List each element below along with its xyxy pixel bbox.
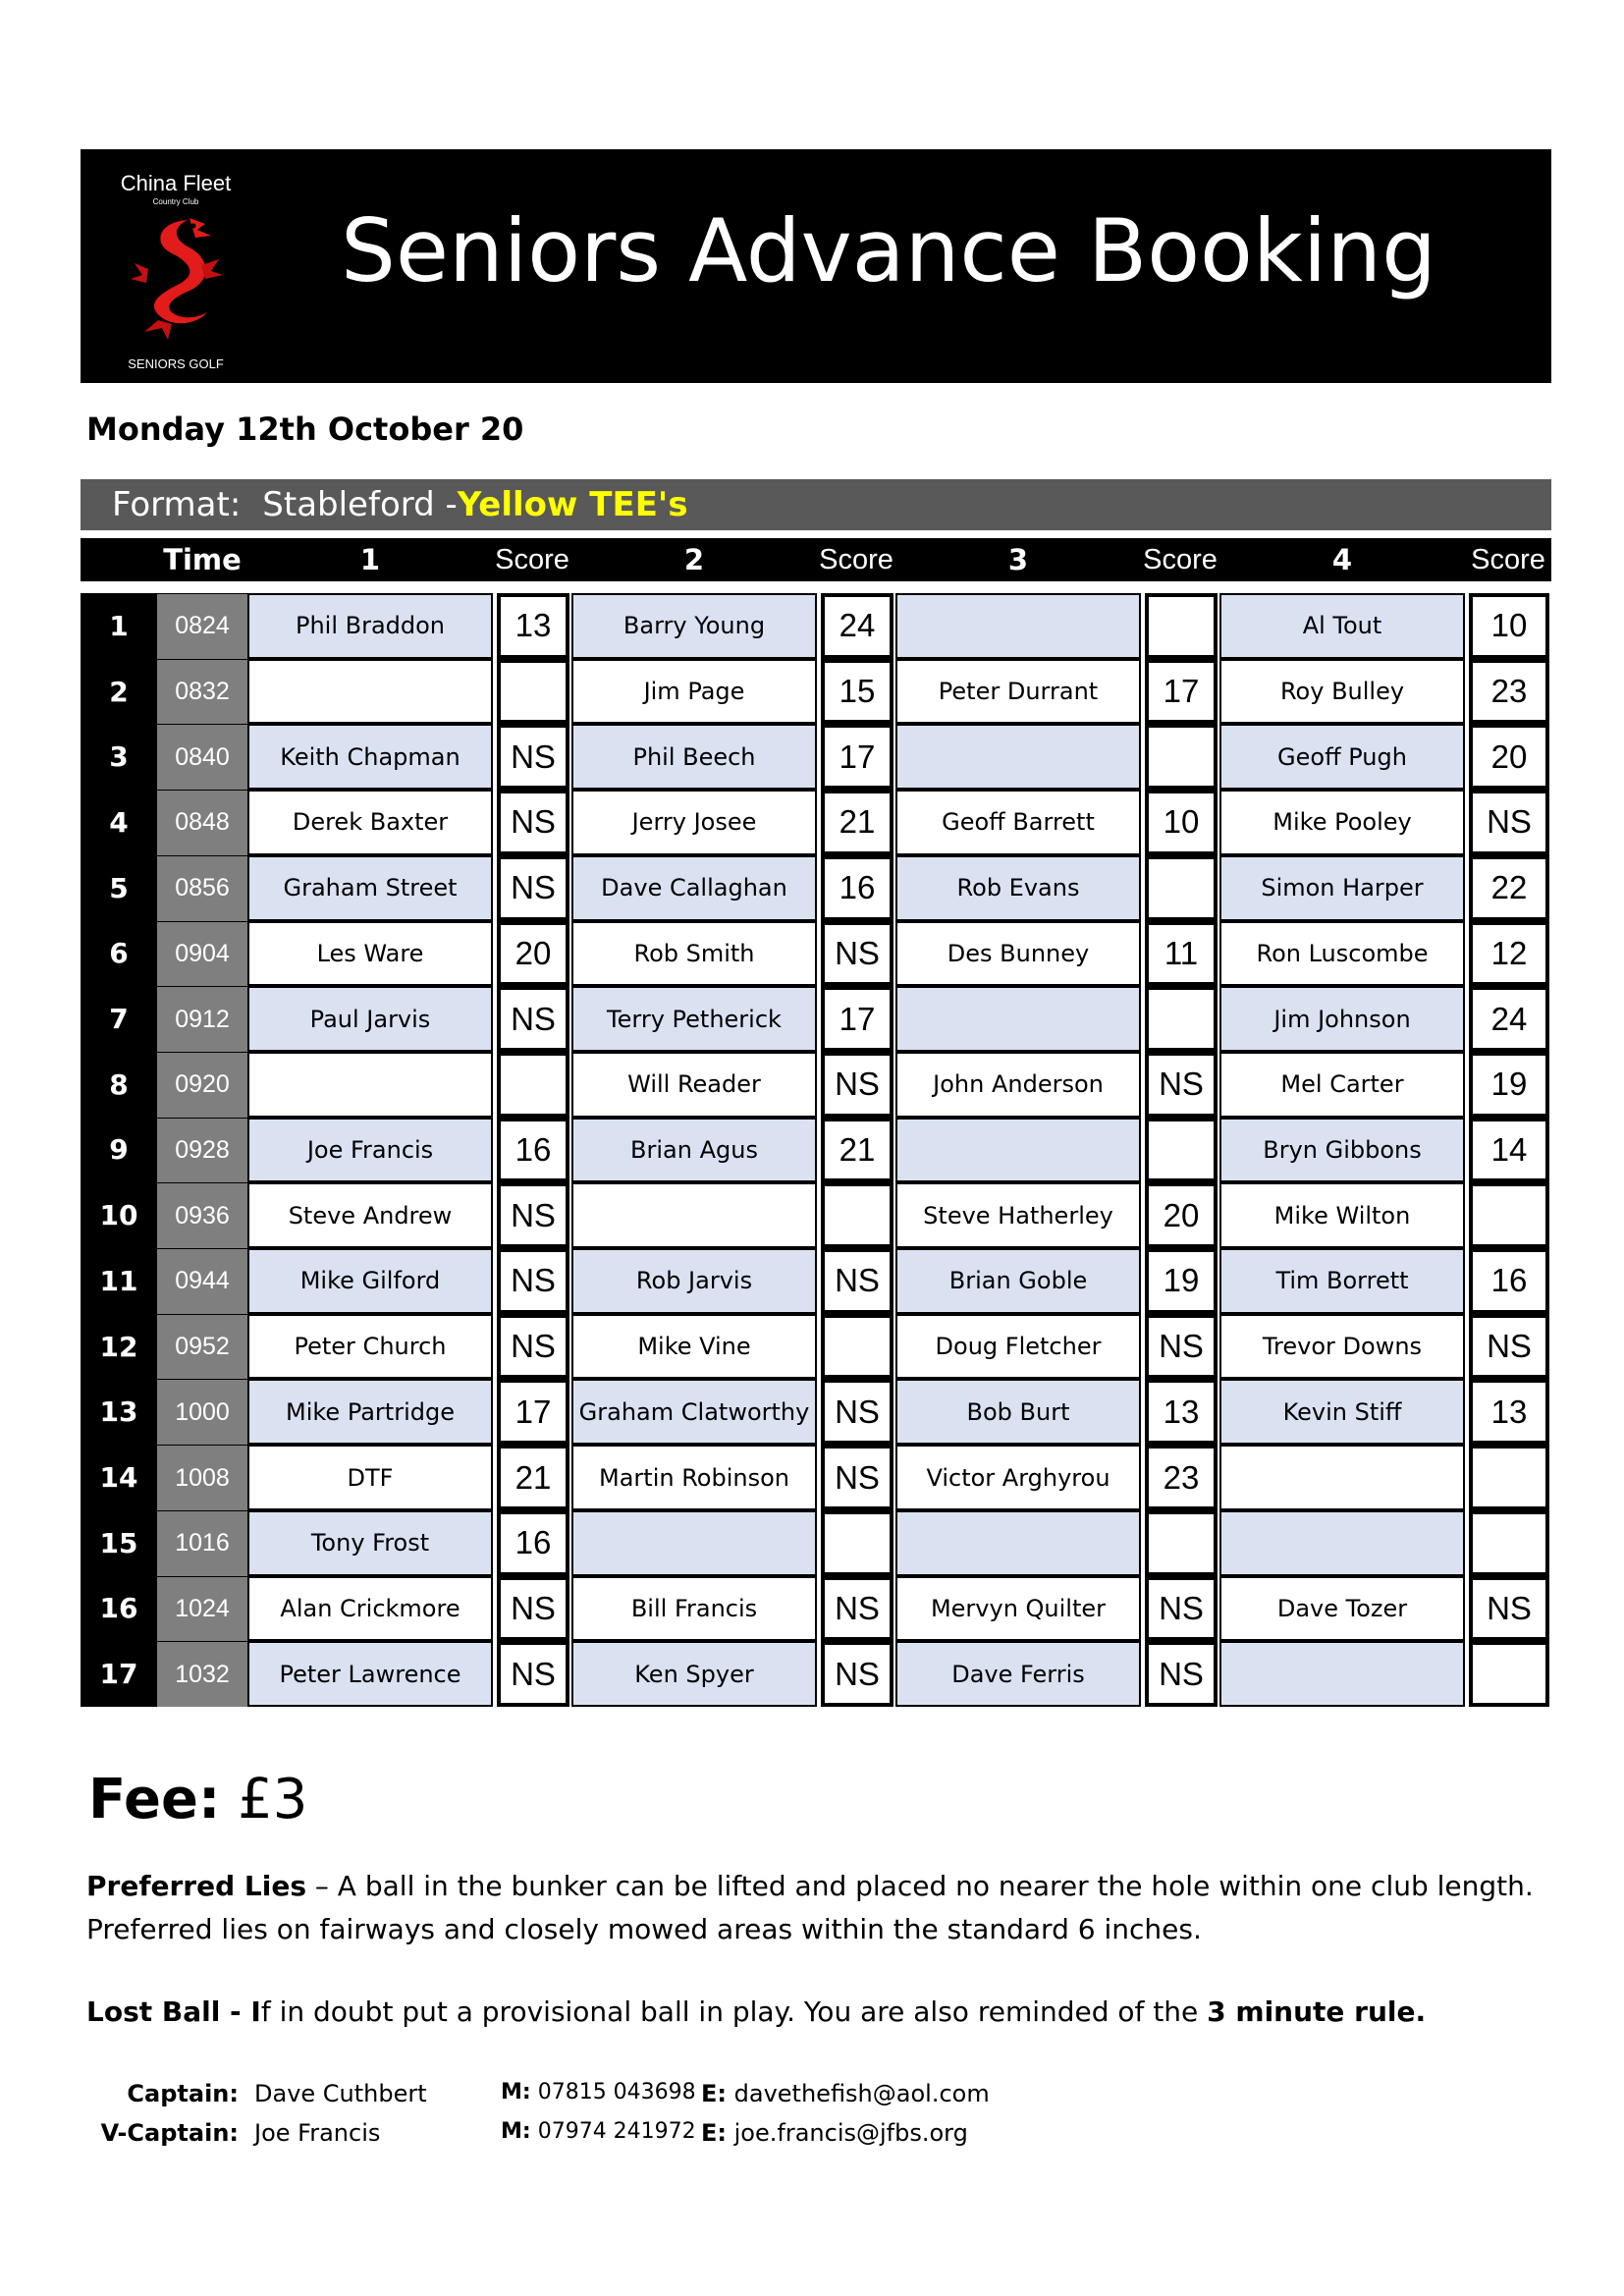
tee-colour: Yellow TEE's xyxy=(457,485,688,524)
score-slot-3: NS xyxy=(1145,1052,1218,1118)
table-row xyxy=(81,986,1553,1052)
captain-mobile xyxy=(501,2080,696,2105)
player-name-slot-1: Tony Frost xyxy=(247,1510,493,1576)
score-slot-2: NS xyxy=(821,1248,893,1314)
score-slot-2: 15 xyxy=(821,659,893,725)
score-slot-1: NS xyxy=(497,1314,569,1380)
player-name-slot-1: Mike Gilford xyxy=(247,1248,493,1314)
row-number: 11 xyxy=(81,1248,157,1314)
player-name-slot-1: Peter Lawrence xyxy=(247,1641,493,1707)
player-name-slot-1: Phil Braddon xyxy=(247,593,493,659)
tee-time: 0904 xyxy=(157,921,247,987)
score-slot-1: NS xyxy=(497,790,569,855)
score-slot-4 xyxy=(1469,1182,1549,1248)
player-name-slot-2: Dave Callaghan xyxy=(571,855,817,921)
score-slot-3: 10 xyxy=(1145,790,1218,855)
score-slot-1: 20 xyxy=(497,921,569,987)
table-row xyxy=(81,659,1553,725)
player-name-slot-2: Jerry Josee xyxy=(571,790,817,855)
player-name-slot-4: Mike Pooley xyxy=(1219,790,1465,855)
score-slot-3 xyxy=(1145,724,1218,790)
row-number: 17 xyxy=(81,1641,157,1707)
player-name-slot-2 xyxy=(571,1510,817,1576)
score-slot-3: NS xyxy=(1145,1576,1218,1642)
player-name-slot-1: Graham Street xyxy=(247,855,493,921)
score-slot-2: NS xyxy=(821,1576,893,1642)
page-title: Seniors Advance Booking xyxy=(341,200,1436,301)
player-name-slot-3 xyxy=(895,593,1141,659)
preferred-lies-text1: – A ball in the bunker can be lifted and placed no nearer the hole within one club length. xyxy=(306,1870,1534,1902)
vice-captain-email-label: E: xyxy=(701,2119,727,2147)
player-name-slot-2: Graham Clatworthy xyxy=(571,1379,817,1445)
player-name-slot-4: Trevor Downs xyxy=(1219,1314,1465,1380)
score-slot-3: 11 xyxy=(1145,921,1218,987)
score-slot-4: NS xyxy=(1469,1576,1549,1642)
row-number: 16 xyxy=(81,1576,157,1642)
player-name-slot-4: Ron Luscombe xyxy=(1219,921,1465,987)
score-slot-1 xyxy=(497,1052,569,1118)
player-name-slot-4: Tim Borrett xyxy=(1219,1248,1465,1314)
table-row xyxy=(81,1248,1553,1314)
player-name-slot-3: Doug Fletcher xyxy=(895,1314,1141,1380)
player-name-slot-1: Les Ware xyxy=(247,921,493,987)
score-slot-4: 24 xyxy=(1469,986,1549,1052)
player-name-slot-3 xyxy=(895,724,1141,790)
tee-time: 0920 xyxy=(157,1052,247,1118)
row-number: 5 xyxy=(81,855,157,921)
score-slot-4: 12 xyxy=(1469,921,1549,987)
row-number: 6 xyxy=(81,921,157,987)
score-slot-4: 20 xyxy=(1469,724,1549,790)
captain-email-label: E: xyxy=(701,2080,727,2107)
score-slot-4: 14 xyxy=(1469,1118,1549,1183)
player-name-slot-4: Simon Harper xyxy=(1219,855,1465,921)
table-header xyxy=(81,538,1551,581)
header-time: Time xyxy=(163,543,242,576)
player-name-slot-3: John Anderson xyxy=(895,1052,1141,1118)
player-name-slot-4 xyxy=(1219,1445,1465,1510)
fee-label: Fee: xyxy=(88,1768,221,1831)
table-row xyxy=(81,1641,1553,1707)
captain-mobile-label: M: xyxy=(501,2080,531,2105)
score-slot-1: 21 xyxy=(497,1445,569,1510)
fee xyxy=(88,1768,307,1831)
score-slot-2: 17 xyxy=(821,986,893,1052)
player-name-slot-4: Jim Johnson xyxy=(1219,986,1465,1052)
format-bar xyxy=(81,479,1551,530)
score-slot-4: 10 xyxy=(1469,593,1549,659)
player-name-slot-3: Mervyn Quilter xyxy=(895,1576,1141,1642)
score-slot-3 xyxy=(1145,1510,1218,1576)
player-name-slot-3 xyxy=(895,986,1141,1052)
lost-ball-text: f in doubt put a provisional ball in play. You are also reminded of the xyxy=(260,1995,1208,2028)
row-number: 7 xyxy=(81,986,157,1052)
score-slot-2 xyxy=(821,1510,893,1576)
score-slot-4: NS xyxy=(1469,790,1549,855)
player-name-slot-1 xyxy=(247,1052,493,1118)
player-name-slot-2: Will Reader xyxy=(571,1052,817,1118)
score-slot-1: NS xyxy=(497,1576,569,1642)
player-name-slot-2: Bill Francis xyxy=(571,1576,817,1642)
score-slot-2: 16 xyxy=(821,855,893,921)
player-name-slot-2: Martin Robinson xyxy=(571,1445,817,1510)
captain-email xyxy=(701,2080,990,2107)
captain-email-address[interactable]: davethefish@aol.com xyxy=(733,2080,990,2107)
player-name-slot-2: Brian Agus xyxy=(571,1118,817,1183)
player-name-slot-3: Rob Evans xyxy=(895,855,1141,921)
player-name-slot-1: DTF xyxy=(247,1445,493,1510)
player-name-slot-3: Dave Ferris xyxy=(895,1641,1141,1707)
player-name-slot-4 xyxy=(1219,1641,1465,1707)
player-name-slot-2: Barry Young xyxy=(571,593,817,659)
row-number: 1 xyxy=(81,593,157,659)
table-row xyxy=(81,1379,1553,1445)
score-slot-1 xyxy=(497,659,569,725)
player-name-slot-3: Steve Hatherley xyxy=(895,1182,1141,1248)
player-name-slot-3: Bob Burt xyxy=(895,1379,1141,1445)
table-row xyxy=(81,1182,1553,1248)
table-row xyxy=(81,593,1553,659)
tee-time: 1008 xyxy=(157,1445,247,1510)
score-slot-2: 24 xyxy=(821,593,893,659)
three-minute-rule: 3 minute rule. xyxy=(1207,1995,1427,2028)
header-banner xyxy=(81,149,1551,383)
vice-captain-email xyxy=(701,2119,968,2147)
player-name-slot-2 xyxy=(571,1182,817,1248)
player-name-slot-4 xyxy=(1219,1510,1465,1576)
header-score-2: Score xyxy=(819,544,893,575)
table-row xyxy=(81,1052,1553,1118)
player-name-slot-3: Victor Arghyrou xyxy=(895,1445,1141,1510)
score-slot-4: 16 xyxy=(1469,1248,1549,1314)
score-slot-3 xyxy=(1145,855,1218,921)
row-number: 4 xyxy=(81,790,157,855)
tee-time: 0824 xyxy=(157,593,247,659)
table-row xyxy=(81,855,1553,921)
player-name-slot-3 xyxy=(895,1118,1141,1183)
preferred-lies-line2: Preferred lies on fairways and closely mowed areas within the standard 6 inches. xyxy=(86,1913,1202,1945)
tee-time: 0928 xyxy=(157,1118,247,1183)
table-row xyxy=(81,790,1553,855)
player-name-slot-1: Peter Church xyxy=(247,1314,493,1380)
score-slot-1: 17 xyxy=(497,1379,569,1445)
score-slot-2: 21 xyxy=(821,1118,893,1183)
score-slot-1: NS xyxy=(497,1182,569,1248)
header-group-4: 4 xyxy=(1331,543,1353,576)
vice-captain-mobile-label: M: xyxy=(501,2119,531,2144)
format-label: Format: xyxy=(112,485,242,524)
player-name-slot-4: Al Tout xyxy=(1219,593,1465,659)
row-number: 14 xyxy=(81,1445,157,1510)
row-number: 8 xyxy=(81,1052,157,1118)
player-name-slot-4: Roy Bulley xyxy=(1219,659,1465,725)
score-slot-1: 16 xyxy=(497,1118,569,1183)
score-slot-2: NS xyxy=(821,921,893,987)
vice-captain-mobile-number: 07974 241972 xyxy=(537,2119,696,2144)
player-name-slot-2: Rob Jarvis xyxy=(571,1248,817,1314)
score-slot-1: 13 xyxy=(497,593,569,659)
score-slot-1: NS xyxy=(497,855,569,921)
tee-time: 0832 xyxy=(157,659,247,725)
score-slot-1: NS xyxy=(497,724,569,790)
captain-name: Dave Cuthbert xyxy=(254,2080,427,2107)
score-slot-3: 13 xyxy=(1145,1379,1218,1445)
vice-captain-name: Joe Francis xyxy=(254,2119,381,2147)
score-slot-3: 19 xyxy=(1145,1248,1218,1314)
score-slot-3 xyxy=(1145,1118,1218,1183)
vice-captain-mobile xyxy=(501,2119,696,2144)
player-name-slot-1: Keith Chapman xyxy=(247,724,493,790)
logo-seniors-golf: SENIORS GOLF xyxy=(128,356,224,371)
player-name-slot-2: Rob Smith xyxy=(571,921,817,987)
player-name-slot-3 xyxy=(895,1510,1141,1576)
row-number: 15 xyxy=(81,1510,157,1576)
logo-club-subtitle: Country Club xyxy=(152,197,199,206)
player-name-slot-2: Jim Page xyxy=(571,659,817,725)
table-row xyxy=(81,1576,1553,1642)
player-name-slot-2: Mike Vine xyxy=(571,1314,817,1380)
player-name-slot-1: Joe Francis xyxy=(247,1118,493,1183)
score-slot-4: 13 xyxy=(1469,1379,1549,1445)
score-slot-2: NS xyxy=(821,1641,893,1707)
player-name-slot-4: Mike Wilton xyxy=(1219,1182,1465,1248)
player-name-slot-2: Ken Spyer xyxy=(571,1641,817,1707)
format-value: Stableford - xyxy=(262,485,458,524)
fee-value: £3 xyxy=(220,1768,308,1831)
preferred-lies-heading: Preferred Lies xyxy=(86,1870,306,1902)
score-slot-2: 21 xyxy=(821,790,893,855)
tee-time: 1024 xyxy=(157,1576,247,1642)
player-name-slot-1: Mike Partridge xyxy=(247,1379,493,1445)
score-slot-4: 22 xyxy=(1469,855,1549,921)
score-slot-3: NS xyxy=(1145,1641,1218,1707)
lost-ball-rule xyxy=(86,1995,1426,2028)
header-group-1: 1 xyxy=(359,543,381,576)
score-slot-4: NS xyxy=(1469,1314,1549,1380)
score-slot-2: 17 xyxy=(821,724,893,790)
score-slot-3 xyxy=(1145,986,1218,1052)
score-slot-4 xyxy=(1469,1510,1549,1576)
row-number: 10 xyxy=(81,1182,157,1248)
player-name-slot-4: Geoff Pugh xyxy=(1219,724,1465,790)
player-name-slot-4: Bryn Gibbons xyxy=(1219,1118,1465,1183)
header-score-4: Score xyxy=(1471,544,1545,575)
player-name-slot-4: Dave Tozer xyxy=(1219,1576,1465,1642)
tee-time: 0856 xyxy=(157,855,247,921)
player-name-slot-2: Phil Beech xyxy=(571,724,817,790)
tee-time: 1032 xyxy=(157,1641,247,1707)
score-slot-4: 19 xyxy=(1469,1052,1549,1118)
score-slot-3: 23 xyxy=(1145,1445,1218,1510)
score-slot-2: NS xyxy=(821,1052,893,1118)
table-row xyxy=(81,724,1553,790)
player-name-slot-1 xyxy=(247,659,493,725)
player-name-slot-1: Paul Jarvis xyxy=(247,986,493,1052)
header-group-2: 2 xyxy=(683,543,705,576)
player-name-slot-4: Mel Carter xyxy=(1219,1052,1465,1118)
score-slot-1: NS xyxy=(497,1641,569,1707)
player-name-slot-1: Derek Baxter xyxy=(247,790,493,855)
score-slot-4 xyxy=(1469,1641,1549,1707)
player-name-slot-2: Terry Petherick xyxy=(571,986,817,1052)
lost-ball-heading: Lost Ball - I xyxy=(86,1995,261,2028)
row-number: 13 xyxy=(81,1379,157,1445)
captain-mobile-number: 07815 043698 xyxy=(537,2080,696,2105)
player-name-slot-3: Des Bunney xyxy=(895,921,1141,987)
score-slot-2: NS xyxy=(821,1379,893,1445)
score-slot-3: 20 xyxy=(1145,1182,1218,1248)
red-dragon-icon xyxy=(129,214,223,342)
booking-table xyxy=(81,593,1553,1707)
header-score-1: Score xyxy=(495,544,569,575)
score-slot-2: NS xyxy=(821,1445,893,1510)
score-slot-4: 23 xyxy=(1469,659,1549,725)
player-name-slot-3: Geoff Barrett xyxy=(895,790,1141,855)
row-number: 3 xyxy=(81,724,157,790)
row-number: 2 xyxy=(81,659,157,725)
score-slot-3 xyxy=(1145,593,1218,659)
tee-time: 1000 xyxy=(157,1379,247,1445)
captain-role: Captain: xyxy=(127,2080,239,2107)
score-slot-2 xyxy=(821,1314,893,1380)
tee-time: 0912 xyxy=(157,986,247,1052)
player-name-slot-1: Alan Crickmore xyxy=(247,1576,493,1642)
vice-captain-email-address[interactable]: joe.francis@jfbs.org xyxy=(733,2119,968,2147)
player-name-slot-3: Peter Durrant xyxy=(895,659,1141,725)
score-slot-1: 16 xyxy=(497,1510,569,1576)
preferred-lies-line1 xyxy=(86,1870,1534,1902)
player-name-slot-3: Brian Goble xyxy=(895,1248,1141,1314)
tee-time: 0952 xyxy=(157,1314,247,1380)
score-slot-2 xyxy=(821,1182,893,1248)
tee-time: 0944 xyxy=(157,1248,247,1314)
table-row xyxy=(81,921,1553,987)
score-slot-3: NS xyxy=(1145,1314,1218,1380)
booking-date: Monday 12th October 20 xyxy=(86,410,524,448)
header-score-3: Score xyxy=(1143,544,1218,575)
table-row xyxy=(81,1314,1553,1380)
club-logo xyxy=(102,167,249,373)
header-group-3: 3 xyxy=(1007,543,1029,576)
tee-time: 0840 xyxy=(157,724,247,790)
score-slot-1: NS xyxy=(497,986,569,1052)
logo-club-name: China Fleet xyxy=(120,171,232,195)
row-number: 9 xyxy=(81,1118,157,1183)
table-row xyxy=(81,1510,1553,1576)
tee-time: 0936 xyxy=(157,1182,247,1248)
table-row xyxy=(81,1118,1553,1183)
vice-captain-role: V-Captain: xyxy=(100,2119,239,2147)
row-number: 12 xyxy=(81,1314,157,1380)
player-name-slot-1: Steve Andrew xyxy=(247,1182,493,1248)
score-slot-4 xyxy=(1469,1445,1549,1510)
score-slot-1: NS xyxy=(497,1248,569,1314)
score-slot-3: 17 xyxy=(1145,659,1218,725)
table-row xyxy=(81,1445,1553,1510)
player-name-slot-4: Kevin Stiff xyxy=(1219,1379,1465,1445)
tee-time: 1016 xyxy=(157,1510,247,1576)
tee-time: 0848 xyxy=(157,790,247,855)
